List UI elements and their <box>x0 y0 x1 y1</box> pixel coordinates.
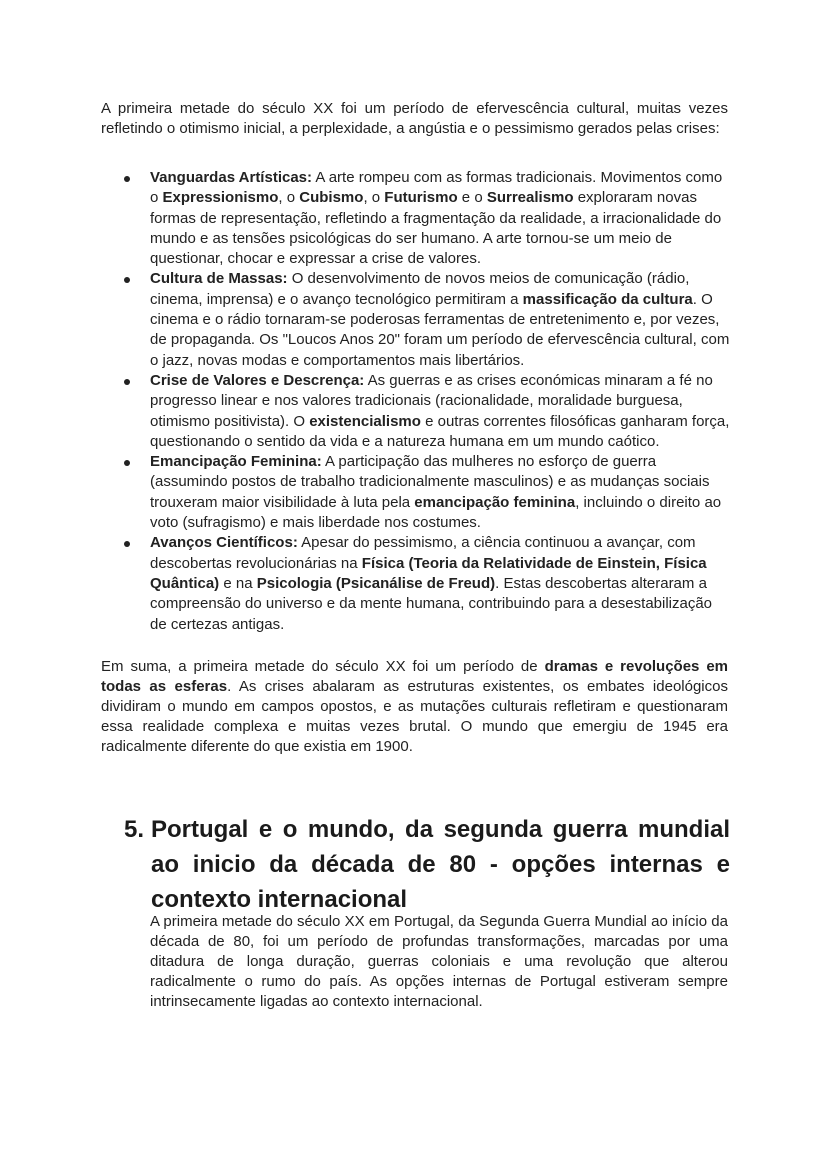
bullet-term: Avanços Científicos: <box>150 534 298 552</box>
bullet-icon <box>124 541 130 547</box>
bullet-body: As guerras e as crises económicas minaram a fé no progresso linear e nos valores tradicionais (racionalidade, moralidade burguesa, otimismo positivista). O existencialismo e outras correntes filosóficas ganharam força, questionando o sentido da vida e a natureza humana em um mundo caótico. <box>150 371 730 450</box>
bold-term: Cubismo <box>299 189 364 207</box>
bullet-term: Emancipação Feminina: <box>150 453 322 471</box>
bullet-body: A participação das mulheres no esforço de guerra (assumindo postos de trabalho tradicionalmente masculinos) e as mudanças sociais trouxeram maior visibilidade à luta pela emancipação feminina, incluindo o direito ao voto (sufragismo) e mais liberdade nos costumes. <box>150 453 722 532</box>
bullet-body: A arte rompeu com as formas tradicionais. Movimentos como o Expressionismo, o Cubismo, o Futurismo e o Surrealismo exploraram novas formas de representação, refletindo a fragmentação da realidade, a irracionalidade do mundo e as tensões psicológicas do ser humano. A arte tornou-se um meio de questionar, chocar e expressar a crise de valores. <box>150 169 723 268</box>
list-item <box>122 168 730 269</box>
section-title: Portugal e o mundo, da segunda guerra mundial ao inicio da década de 80 - opções internas e contexto internacional <box>151 816 730 913</box>
bold-term: Psicologia (Psicanálise de Freud) <box>256 574 496 592</box>
bold-term: emancipação feminina <box>414 493 576 511</box>
bold-term: Física (Teoria da Relatividade de Einstein, Física Quântica) <box>150 554 707 592</box>
bullet-term: Vanguardas Artísticas: <box>150 169 313 186</box>
list-item <box>122 371 730 452</box>
summary-paragraph: Em suma, a primeira metade do século XX foi um período de dramas e revoluções em todas as esferas. As crises abalaram as estruturas existentes, os embates ideológicos dividiram o mundo em campos opostos, e as mutações culturais refletiram e questionaram essa realidade complexa e muitas vezes brutal. O mundo que emergiu de 1945 era radicalmente diferente do que existia em 1900. <box>101 658 729 755</box>
bullet-body: Apesar do pessimismo, a ciência continuou a avançar, com descobertas revolucionárias na Física (Teoria da Relatividade de Einstein, Física Quântica) e na Psicologia (Psicanálise de Freud). Estas descobertas alteraram a compreensão do universo e da mente humana, contribuindo para a desestabilização de certezas antigas. <box>150 534 713 633</box>
bullet-body: O desenvolvimento de novos meios de comunicação (rádio, cinema, imprensa) e o avanço tecnológico permitiram a massificação da cultura. O cinema e o rádio tornaram-se poderosas ferramentas de entretenimento e, por vezes, de propaganda. Os "Loucos Anos 20" foram um período de efervescência cultural, com o jazz, novas modas e comportamentos mais libertários. <box>150 270 730 369</box>
bullet-icon <box>124 460 130 466</box>
portugal-intro-paragraph: A primeira metade do século XX em Portugal, da Segunda Guerra Mundial ao início da década de 80, foi um período de profundas transformações, marcadas por uma ditadura de longa duração, guerras coloniais e uma revolução que alterou radicalmente o rumo do país. As opções internas de Portugal estiveram sempre intrinsecamente ligadas ao contexto internacional. <box>150 913 728 1010</box>
bold-term: Futurismo <box>384 189 458 207</box>
bullet-term: Cultura de Massas: <box>150 270 288 288</box>
list-item <box>122 269 730 370</box>
list-item <box>122 533 730 634</box>
bold-term: Expressionismo <box>162 189 279 207</box>
bullet-list <box>122 168 730 635</box>
section-number: 5. <box>124 816 145 843</box>
bullet-icon <box>124 176 130 182</box>
section-heading <box>124 812 730 917</box>
bullet-icon <box>124 277 130 283</box>
bullet-icon <box>124 379 130 385</box>
list-item <box>122 452 730 533</box>
bold-term: existencialismo <box>309 412 421 430</box>
bold-term: massificação da cultura <box>522 290 693 308</box>
bold-term: Surrealismo <box>486 189 574 207</box>
bold-term: dramas e revoluções em todas as esferas <box>101 658 729 695</box>
bullet-term: Crise de Valores e Descrença: <box>150 371 365 389</box>
intro-paragraph: A primeira metade do século XX foi um período de efervescência cultural, muitas vezes refletindo o otimismo inicial, a perplexidade, a angústia e o pessimismo gerados pelas crises: <box>101 100 728 137</box>
